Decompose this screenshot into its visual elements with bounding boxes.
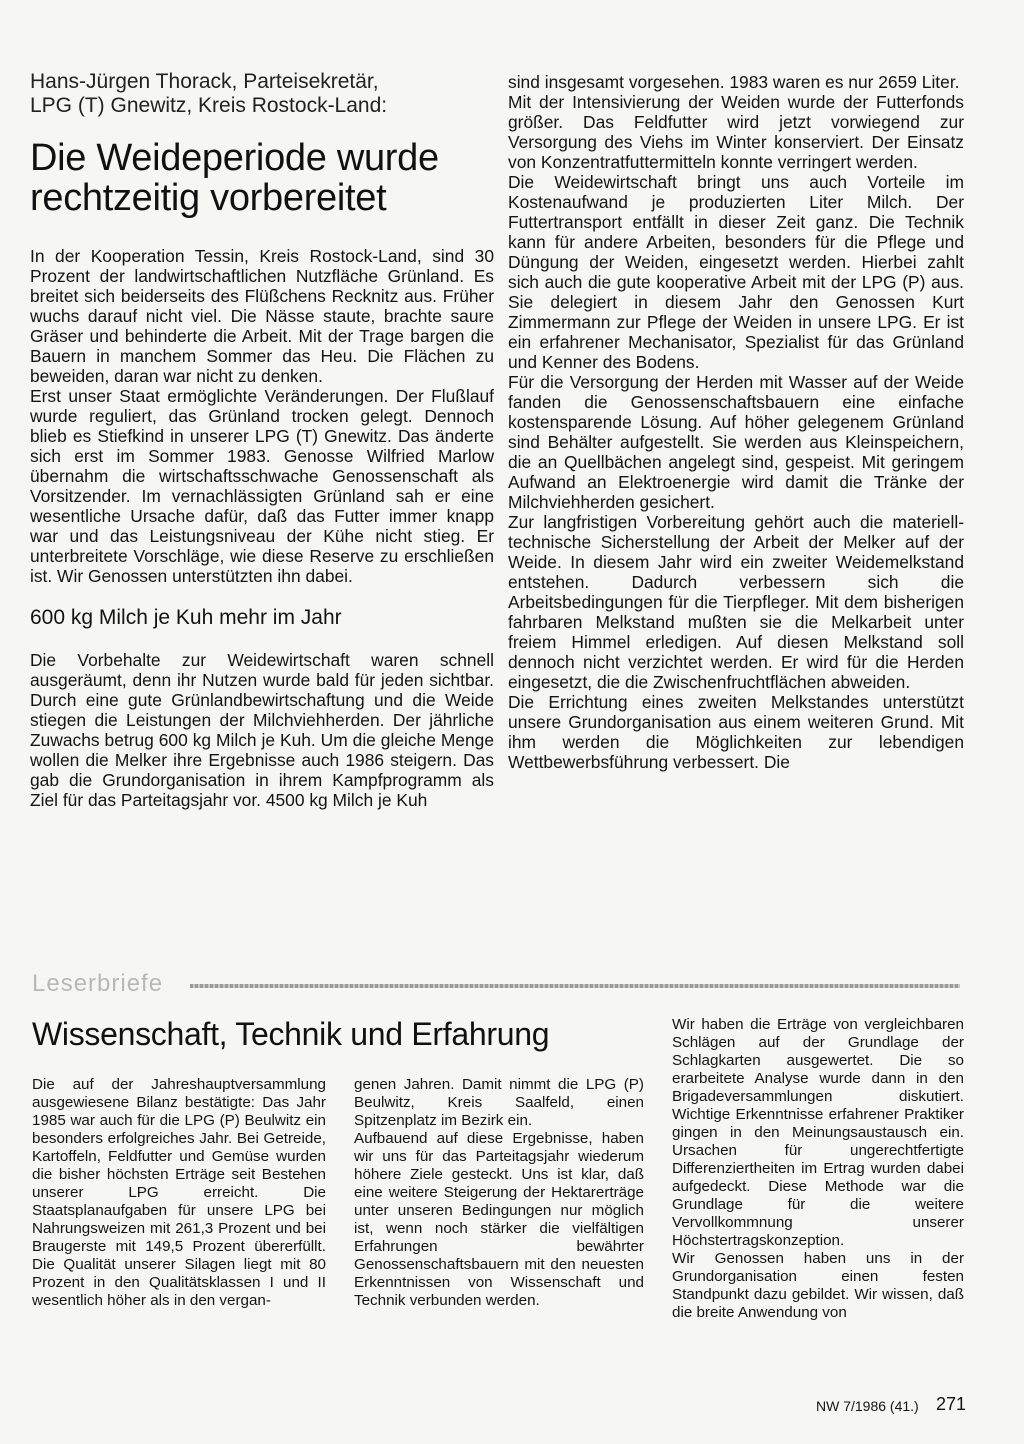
body-paragraph: Erst unser Staat ermöglichte Veränderungen. Der Flußlauf wurde reguliert, das Grünland trocken gelegt. Dennoch blieb es Stiefkind in unserer LPG (T) Gnewitz. Das änderte sich erst im Sommer 1983. Genosse Wilfried Marlow übernahm die wirtschaftsschwache Genossenschaft als Vorsitzender. Im vernachlässigten Grünland sah er eine wesentliche Ursache dafür, daß das Futter immer knapp war und das Leistungsniveau der Kühe nicht stieg. Er unterbreitete Vorschläge, wie diese Reserve zu erschließen ist. Wir Genossen unterstützten ihn dabei. [30,386,494,586]
body-paragraph: Wir Genossen haben uns in der Grundorganisation einen festen Standpunkt dazu gebildet. Wir wissen, daß die breite Anwendung von [672,1250,964,1321]
letters-column-2 [354,1076,644,1310]
body-paragraph: Mit der Intensivierung der Weiden wurde der Futterfonds größer. Das Feldfutter wird jetzt vorwiegend zur Versorgung des Viehs im Winter konserviert. Der Einsatz von Konzentratfuttermitteln konnte verringert werden. [508,92,964,172]
article-column-left [30,246,494,810]
body-paragraph: Zur langfristigen Vorbereitung gehört auch die materiell-technische Sicherstellung der Arbeit der Melker auf der Weide. In diesem Jahr wird ein zweiter Weidemelkstand entstehen. Dadurch verbessern sich die Arbeitsbedingungen für die Tierpfleger. Mit dem bisherigen fahrbaren Melkstand mußten sie die Melkarbeit unter freiem Himmel erledigen. Auf diesen Melkstand soll dennoch nicht verzichtet werden. Er wird für die Herden eingesetzt, die die Zwischenfruchtflächen abweiden. [508,512,964,692]
body-paragraph: Die Errichtung eines zweiten Melkstandes unterstützt unsere Grundorganisation aus einem weiteren Grund. Mit ihm werden die Möglichkeiten zur lebendigen Wettbewerbsführung verbessert. Die [508,692,964,772]
body-paragraph: Aufbauend auf diese Ergebnisse, haben wir uns für das Parteitagsjahr wiederum höhere Ziele gesteckt. Uns ist klar, daß eine weitere Steigerung der Hektarerträge unter unseren Bedingungen nur möglich ist, wenn noch stärker die vielfältigen Erfahrungen bewährter Genossenschaftsbauern mit den neuesten Erkenntnissen von Wissenschaft und Technik verbunden werden. [354,1130,644,1309]
issue-reference: NW 7/1986 (41.) [816,1398,919,1414]
headline-line: Die Weideperiode wurde [30,137,439,179]
page-number: 271 [936,1394,967,1414]
body-paragraph: Wir haben die Erträge von vergleichbaren Schlägen auf der Grundlage der Schlagkarten ausgewertet. Die so erarbeitete Analyse wurde dann in den Brigadeversammlungen diskutiert. Wichtige Erkenntnisse erfahrener Praktiker gingen in den Meinungsaustausch ein. Ursachen für ungerechtfertigte Differenziertheiten im Ertrag wurden dabei aufgedeckt. Diese Methode war die Grundlage für die weitere Vervollkommnung unserer Höchstertragskonzeption. [672,1016,964,1249]
body-paragraph: Die Weidewirtschaft bringt uns auch Vorteile im Kostenaufwand je produzierten Liter Milch. Der Futtertransport entfällt in dieser Zeit ganz. Die Technik kann für andere Arbeiten, besonders für die Pflege und Düngung der Weiden, eingesetzt werden. Hierbei zahlt sich auch die gute kooperative Arbeit mit der LPG (P) aus. Sie delegiert in diesem Jahr den Genossen Kurt Zimmermann zur Pflege der Weiden in unsere LPG. Er ist ein erfahrener Mechanisator, Spezialist für das Grünland und Kenner des Bodens. [508,172,964,372]
divider-line [190,984,960,988]
headline-line: rechtzeitig vorbereitet [30,177,387,219]
section-kicker: Leserbriefe [32,970,164,997]
byline-line: LPG (T) Gnewitz, Kreis Rostock-Land: [30,94,388,117]
body-paragraph: In der Kooperation Tessin, Kreis Rostock-Land, sind 30 Prozent der landwirtschaftlichen Nutzfläche Grünland. Es breitet sich beiderseits des Flüßchens Recknitz aus. Früher wuchs darauf nicht viel. Die Nässe staute, brachte saure Gräser und behinderte die Arbeit. Mit der Trage bargen die Bauern in manchem Sommer das Heu. Die Flächen zu beweiden, daran war nicht zu denken. [30,246,494,386]
byline-line: Hans-Jürgen Thorack, Parteisekretär, [30,70,379,93]
letters-column-1 [32,1076,326,1310]
body-paragraph: Für die Versorgung der Herden mit Wasser auf der Weide fanden die Genossenschaftsbauern eine einfache kostensparende Lösung. Auf höher gelegenem Grünland sind Behälter aufgestellt. Sie werden aus Kleinspeichern, die an Quellbächen angelegt sind, gespeist. Mit geringem Aufwand an Elektroenergie wird damit die Tränke der Milchviehherden gesichert. [508,372,964,512]
section-subhead: 600 kg Milch je Kuh mehr im Jahr [30,606,342,629]
article-headline [30,138,500,218]
body-paragraph: genen Jahren. Damit nimmt die LPG (P) Beulwitz, Kreis Saalfeld, einen Spitzenplatz im Bezirk ein. [354,1076,644,1129]
body-paragraph: Die Vorbehalte zur Weidewirtschaft waren schnell ausgeräumt, denn ihr Nutzen wurde bald für jeden sichtbar. Durch eine gute Grünlandbewirtschaftung und die Weide stiegen die Leistungen der Milchviehherden. Der jährliche Zuwachs betrug 600 kg Milch je Kuh. Um die gleiche Menge wollen die Melker ihre Ergebnisse auch 1986 steigern. Das gab die Grundorganisation in ihrem Kampfprogramm als Ziel für das Parteitagsjahr vor. 4500 kg Milch je Kuh [30,650,494,810]
section-rule [32,970,960,1010]
article-column-right [508,72,964,772]
letters-headline: Wissenschaft, Technik und Erfahrung [32,1016,550,1052]
byline [30,70,500,118]
letters-column-3 [672,1016,964,1322]
body-paragraph: Die auf der Jahreshauptversammlung ausgewiesene Bilanz bestätigte: Das Jahr 1985 war auch für die LPG (P) Beulwitz ein besonders erfolgreiches Jahr. Bei Getreide, Kartoffeln, Feldfutter und Gemüse wurden die bisher höchsten Erträge seit Bestehen unserer LPG erreicht. Die Staatsplanaufgaben für unsere LPG bei Nahrungsweizen mit 261,3 Prozent und bei Braugerste mit 149,5 Prozent übererfüllt. Die Qualität unserer Silagen liegt mit 80 Prozent in den Qualitätsklassen I und II wesentlich höher als in den vergan- [32,1076,326,1309]
body-paragraph: sind insgesamt vorgesehen. 1983 waren es nur 2659 Liter. [508,72,960,92]
